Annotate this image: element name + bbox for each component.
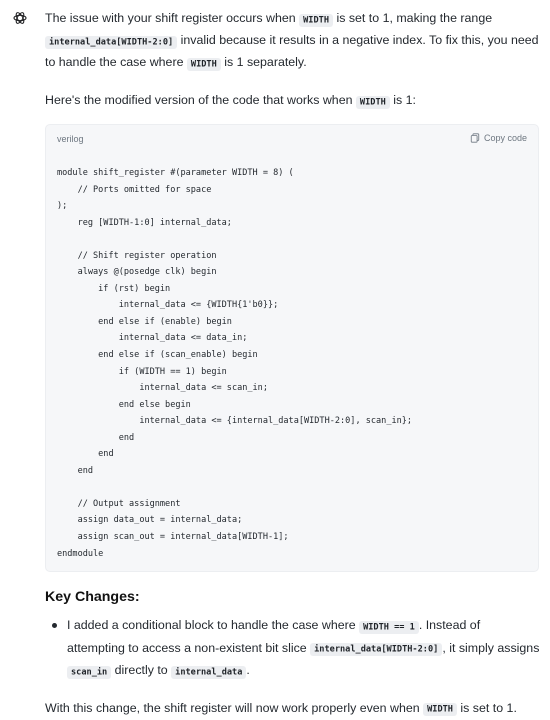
- intro-text: is 1 separately.: [220, 55, 307, 69]
- code-language-label: verilog: [57, 134, 84, 144]
- code-intro-paragraph: [45, 90, 540, 112]
- code-block: [45, 124, 539, 572]
- list-item-text: I added a conditional block to handle the case where: [67, 618, 360, 633]
- inline-code: scan_in: [67, 666, 111, 679]
- intro-text: is set to 1, making the range: [333, 11, 493, 25]
- bullet-icon: [52, 623, 57, 628]
- code-block-header: [46, 125, 538, 151]
- intro-text: invalid because it results in a negative index. To fix this, you need to handle the case where: [45, 33, 539, 69]
- inline-code: internal_data[WIDTH-2:0]: [310, 643, 442, 656]
- inline-code: internal_data: [171, 666, 246, 679]
- message-content: [45, 8, 540, 720]
- list-item-text: . Instead of attempting to access a non-existent bit slice: [67, 618, 481, 655]
- inline-code: internal_data[WIDTH-2:0]: [45, 36, 177, 49]
- inline-code: WIDTH: [356, 96, 390, 109]
- copy-code-label: Copy code: [483, 133, 527, 143]
- inline-code: WIDTH == 1: [359, 621, 419, 634]
- intro-paragraph: [45, 8, 540, 74]
- inline-code: WIDTH: [299, 14, 333, 27]
- list-item: [45, 615, 540, 683]
- closing-text: is set to 1.: [456, 700, 517, 715]
- inline-code: WIDTH: [187, 58, 221, 71]
- list-item-text: .: [246, 663, 250, 678]
- closing-text: With this change, the shift register will now work properly even when: [45, 700, 424, 715]
- inline-code: WIDTH: [423, 703, 457, 716]
- copy-code-button[interactable]: [470, 133, 527, 143]
- code-content: module shift_register #(parameter WIDTH = 8) ( // Ports omitted for space ); reg [WIDTH-1:0] internal_data; // Shift register operation always @(posedge clk) begin if (rst) begin internal_data <= {WIDTH{1'b0}}; end else if (enable) begin internal_data <= data_in; end else if (scan_enable) begin if (WIDTH == 1) begin internal_data <= scan_in; end else begin internal_data <= {internal_data[WIDTH-2:0], scan_in}; end end end // Output assignment assign data_out = internal_data; assign scan_out = internal_data[WIDTH-1]; endmodule: [57, 168, 413, 559]
- openai-logo-icon: [12, 10, 28, 26]
- intro-text: Here's the modified version of the code that works when: [45, 93, 356, 107]
- list-item-text: directly to: [111, 663, 172, 678]
- intro-text: is 1:: [389, 93, 416, 107]
- key-changes-list: [45, 615, 540, 683]
- intro-text: The issue with your shift register occurs when: [45, 11, 300, 25]
- key-changes-heading: Key Changes:: [45, 589, 140, 606]
- clipboard-icon: [470, 133, 480, 143]
- list-item-text: , it simply assigns: [442, 640, 540, 655]
- closing-paragraph: [45, 698, 540, 720]
